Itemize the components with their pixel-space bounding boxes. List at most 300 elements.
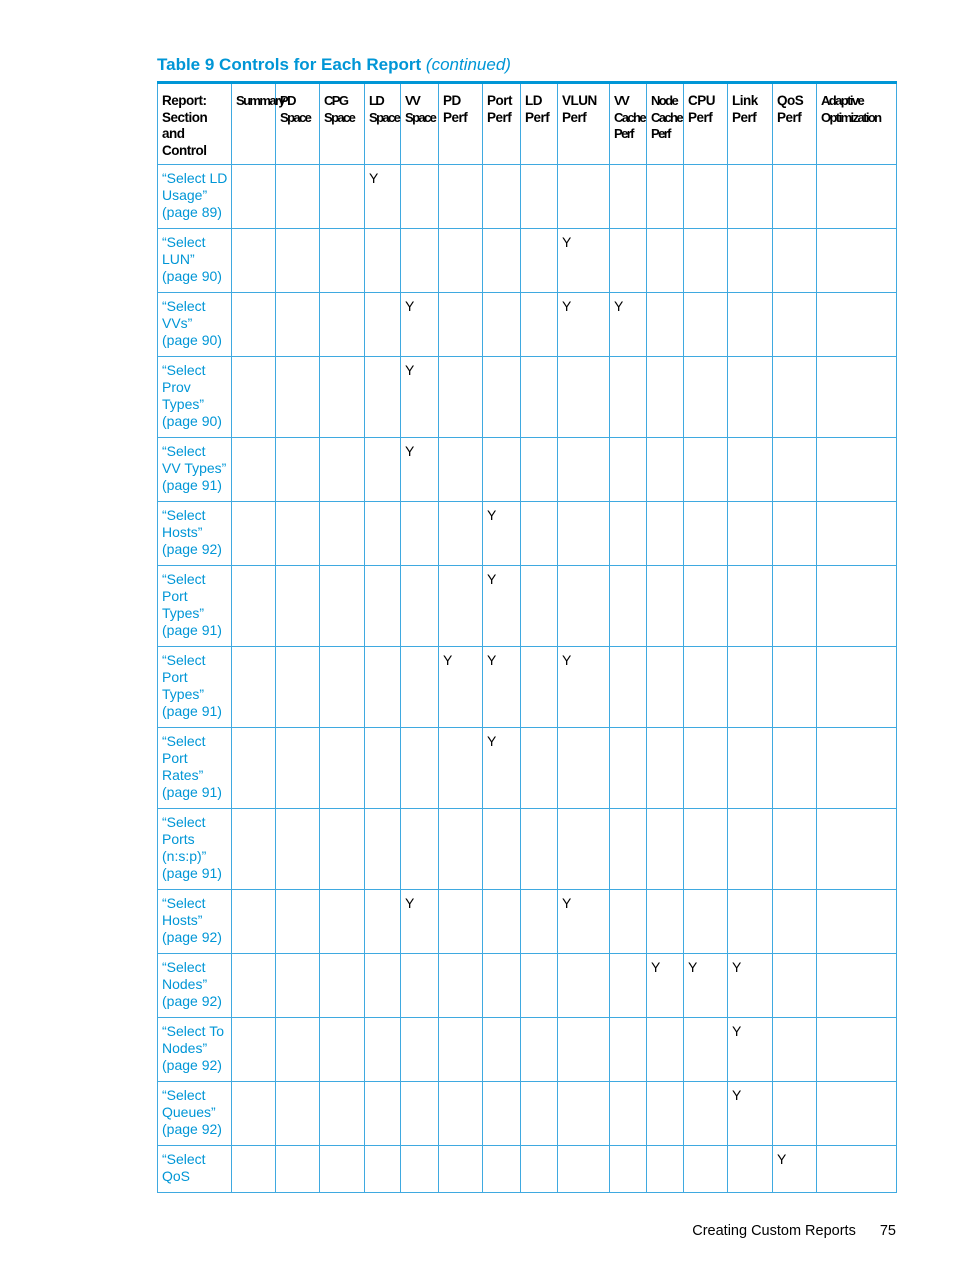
column-header [521,83,558,165]
table-cell: Y [684,954,728,1018]
table-cell [439,293,483,357]
table-body [158,165,897,1193]
table-row [158,647,897,728]
control-link-line[interactable]: “Select [162,443,206,459]
column-header-line: Optimization [821,109,881,125]
table-cell [276,165,320,229]
control-link-line[interactable]: “Select To [162,1023,224,1039]
table-cell [610,502,647,566]
table-cell [684,890,728,954]
table-cell [773,728,817,809]
column-header [684,83,728,165]
table-cell [320,1146,365,1193]
table-cell [610,357,647,438]
table-cell [558,954,610,1018]
table-cell [610,229,647,293]
column-header-line: VV [614,93,629,108]
table-cell: Y [728,1018,773,1082]
control-link-line[interactable]: “Select [162,1087,206,1103]
control-link-line[interactable]: “Select [162,234,206,250]
table-cell: Y [483,728,521,809]
table-cell [276,728,320,809]
table-cell [276,890,320,954]
control-link-line[interactable]: “Select [162,959,206,975]
table-cell [558,357,610,438]
control-link-line[interactable]: (page 91) [162,865,222,881]
column-header-line: PD [443,93,461,108]
table-cell [365,1018,401,1082]
table-cell: Y [483,647,521,728]
table-cell: Y [558,647,610,728]
table-cell [365,954,401,1018]
table-row [158,438,897,502]
control-link-line[interactable]: “Select LD [162,170,228,186]
control-link-cell[interactable] [158,165,232,229]
control-link-cell[interactable] [158,890,232,954]
table-cell [521,229,558,293]
table-cell [728,229,773,293]
control-link-line[interactable]: (page 91) [162,622,222,638]
table-cell [647,165,684,229]
table-cell [320,165,365,229]
table-cell [483,165,521,229]
table-cell [232,293,276,357]
control-link-cell[interactable] [158,502,232,566]
table-cell [401,165,439,229]
table-cell [521,1018,558,1082]
control-link-line[interactable]: (page 92) [162,929,222,945]
table-row [158,165,897,229]
table-cell [439,229,483,293]
control-link-line[interactable]: Prov [162,379,191,395]
table-cell: Y [558,890,610,954]
table-cell [610,647,647,728]
table-cell [817,1146,897,1193]
control-link-cell[interactable] [158,229,232,293]
table-cell [558,1018,610,1082]
table-cell [320,357,365,438]
column-header [773,83,817,165]
table-cell [232,954,276,1018]
table-cell [439,954,483,1018]
table-cell: Y [728,954,773,1018]
table-cell [365,357,401,438]
column-header [483,83,521,165]
table-cell [647,357,684,438]
table-caption [157,55,511,75]
table-cell [320,728,365,809]
column-header [232,83,285,165]
control-link-line[interactable]: (n:s:p)” [162,848,207,864]
table-cell: Y [483,502,521,566]
control-link-line[interactable]: (page 90) [162,268,222,284]
control-link-line[interactable]: Port [162,669,188,685]
table-cell [276,229,320,293]
column-header-line: QoS [777,93,804,108]
table-cell [365,438,401,502]
table-cell [276,438,320,502]
control-link-line[interactable]: “Select [162,571,206,587]
table-cell [610,1018,647,1082]
table-cell [276,954,320,1018]
table-cell [684,502,728,566]
table-cell [521,502,558,566]
table-cell [365,229,401,293]
table-cell [728,647,773,728]
column-header [158,83,232,165]
table-cell [647,293,684,357]
table-cell [521,438,558,502]
table-cell [439,728,483,809]
table-cell [647,438,684,502]
table-cell [320,229,365,293]
table-cell [521,357,558,438]
control-link-line[interactable]: Usage” [162,187,208,203]
table-cell [684,1082,728,1146]
column-header-line: Perf [525,109,550,125]
control-link-line[interactable]: VV Types” [162,460,227,476]
table-cell: Y [483,566,521,647]
table-cell [276,647,320,728]
control-link-line[interactable]: Ports [162,831,195,847]
column-header-line: Port [487,93,512,108]
control-link-line[interactable]: Types” [162,396,205,412]
table-row [158,502,897,566]
table-cell [401,954,439,1018]
table-cell [773,357,817,438]
table-cell [728,357,773,438]
control-link-line[interactable]: VVs” [162,315,193,331]
control-link-cell[interactable] [158,357,232,438]
control-link-line[interactable]: “Select [162,507,206,523]
column-header-line: Perf [562,109,587,125]
control-link-line[interactable]: LUN” [162,251,195,267]
table-cell [320,438,365,502]
table-cell [817,1018,897,1082]
table-cell [817,438,897,502]
table-cell [684,1146,728,1193]
table-cell [521,728,558,809]
table-cell [610,890,647,954]
table-header-row [158,83,897,165]
control-link-line[interactable]: “Select [162,652,206,668]
control-link-cell[interactable] [158,954,232,1018]
control-link-line[interactable]: “Select [162,1151,206,1167]
table-row [158,809,897,890]
table-cell [521,566,558,647]
control-link-line[interactable]: (page 91) [162,784,222,800]
table-cell [232,1146,276,1193]
table-cell [320,1082,365,1146]
table-cell [320,954,365,1018]
control-link-cell[interactable] [158,809,232,890]
footer-section-title: Creating Custom Reports [692,1223,856,1239]
table-row [158,566,897,647]
table-cell [728,728,773,809]
table-cell [773,438,817,502]
column-header-line: CPU [688,93,716,108]
column-header-line: Perf [614,126,633,141]
page-number: 75 [879,1223,896,1239]
table-cell [558,438,610,502]
table-cell [610,165,647,229]
column-header [401,83,439,165]
column-header-line: LD [525,93,542,108]
table-cell [439,566,483,647]
table-cell [365,647,401,728]
control-link-line[interactable]: QoS [162,1168,191,1184]
table-cell [483,438,521,502]
table-cell: Y [773,1146,817,1193]
table-cell [483,954,521,1018]
control-link-cell[interactable] [158,293,232,357]
table-cell [684,229,728,293]
controls-table-wrapper [157,81,897,1193]
column-header-line: Adaptive [821,93,864,108]
table-cell [647,229,684,293]
table-cell [684,728,728,809]
control-link-line[interactable]: (page 90) [162,332,222,348]
table-cell [558,165,610,229]
column-header-line: PD [280,93,295,108]
table-cell [276,357,320,438]
table-cell [773,165,817,229]
table-cell [773,566,817,647]
control-link-line[interactable]: Nodes” [162,1040,208,1056]
control-link-line[interactable]: “Select [162,298,206,314]
table-row [158,357,897,438]
table-cell [817,954,897,1018]
column-header-line: Link [732,93,758,108]
table-cell [647,1146,684,1193]
table-cell [320,502,365,566]
table-cell [483,1146,521,1193]
table-cell: Y [728,1082,773,1146]
table-cell [365,728,401,809]
control-link-line[interactable]: Port [162,588,188,604]
table-cell [521,293,558,357]
table-cell [365,890,401,954]
column-header-line: Cache [614,109,646,125]
table-cell: Y [401,293,439,357]
table-cell: Y [610,293,647,357]
table-cell [728,165,773,229]
table-cell [610,809,647,890]
control-link-line[interactable]: (page 91) [162,477,222,493]
table-cell [773,647,817,728]
column-header [817,83,897,165]
table-cell [773,809,817,890]
table-cell [521,890,558,954]
control-link-line[interactable]: Types” [162,686,205,702]
column-header [439,83,483,165]
table-cell [320,1018,365,1082]
table-cell [232,647,276,728]
table-cell [558,1146,610,1193]
control-link-line[interactable]: Hosts” [162,912,203,928]
table-cell [365,809,401,890]
table-cell [647,502,684,566]
table-cell [232,438,276,502]
control-link-line[interactable]: “Select [162,362,206,378]
column-header-line: Perf [487,109,512,125]
control-link-line[interactable]: Types” [162,605,205,621]
column-header-line: Node [651,93,678,108]
table-cell [817,1082,897,1146]
control-link-line[interactable]: (page 92) [162,1121,222,1137]
table-cell [365,1146,401,1193]
control-link-cell[interactable] [158,647,232,728]
control-link-cell[interactable] [158,566,232,647]
control-link-cell[interactable] [158,438,232,502]
control-link-line[interactable]: Rates” [162,767,204,783]
table-cell [483,357,521,438]
table-cell [439,165,483,229]
table-cell [276,293,320,357]
control-link-cell[interactable] [158,1146,232,1193]
column-header-line: Perf [443,109,468,125]
column-header-line: Perf [651,126,670,141]
table-cell [728,566,773,647]
table-cell [610,954,647,1018]
table-cell [320,647,365,728]
table-cell [232,165,276,229]
control-link-cell[interactable] [158,1018,232,1082]
column-header-line: VLUN [562,93,597,108]
table-cell [521,165,558,229]
table-cell [647,1082,684,1146]
table-cell [773,1018,817,1082]
column-header-line: Perf [688,109,713,125]
column-header-line: Space [280,109,311,125]
table-cell [439,1018,483,1082]
table-cell [728,502,773,566]
column-header-line: and [162,126,185,141]
table-cell [647,566,684,647]
column-header-line: Perf [777,109,802,125]
column-header [728,83,773,165]
table-row [158,1082,897,1146]
control-link-line[interactable]: (page 90) [162,413,222,429]
table-cell [684,647,728,728]
table-cell [276,809,320,890]
table-cell [276,1082,320,1146]
table-cell [773,890,817,954]
table-cell [817,502,897,566]
table-cell [558,728,610,809]
table-cell [728,1146,773,1193]
table-cell [401,1018,439,1082]
table-cell [232,566,276,647]
table-cell [610,1146,647,1193]
column-header-line: Cache [651,109,683,125]
table-cell [483,890,521,954]
control-link-line[interactable]: Nodes” [162,976,208,992]
table-cell [401,229,439,293]
table-cell: Y [401,438,439,502]
table-cell [773,1082,817,1146]
table-cell [521,1146,558,1193]
column-header-line: Report: [162,93,207,108]
control-link-line[interactable]: (page 92) [162,1057,222,1073]
table-cell [817,293,897,357]
table-cell [439,1082,483,1146]
table-row [158,728,897,809]
control-link-line[interactable]: “Select [162,814,206,830]
table-cell: Y [558,229,610,293]
control-link-line[interactable]: “Select [162,895,206,911]
table-row [158,1146,897,1193]
table-cell [276,1146,320,1193]
table-row [158,890,897,954]
control-link-line[interactable]: Port [162,750,188,766]
control-link-line[interactable]: (page 92) [162,541,222,557]
table-cell [483,1018,521,1082]
table-cell [276,502,320,566]
column-header [365,83,401,165]
table-cell [401,728,439,809]
control-link-line[interactable]: “Select [162,733,206,749]
column-header [647,83,684,165]
table-cell [320,890,365,954]
table-cell [610,728,647,809]
table-cell [558,809,610,890]
table-cell [483,809,521,890]
table-cell [276,1018,320,1082]
table-cell: Y [401,357,439,438]
control-link-line[interactable]: (page 91) [162,703,222,719]
control-link-line[interactable]: Queues” [162,1104,216,1120]
table-cell [610,438,647,502]
table-cell [684,357,728,438]
table-cell [401,647,439,728]
control-link-cell[interactable] [158,728,232,809]
table-cell [817,229,897,293]
table-cell [684,293,728,357]
table-cell [817,890,897,954]
table-cell [647,1018,684,1082]
table-cell [439,357,483,438]
table-cell [439,890,483,954]
column-header [558,83,610,165]
table-cell [817,647,897,728]
table-cell [817,566,897,647]
control-link-line[interactable]: Hosts” [162,524,203,540]
table-cell [728,293,773,357]
table-cell: Y [365,165,401,229]
control-link-line[interactable]: (page 89) [162,204,222,220]
table-cell [647,890,684,954]
column-header-line: Space [369,109,400,125]
column-header [610,83,647,165]
table-cell [521,1082,558,1146]
table-cell [483,293,521,357]
table-cell [817,728,897,809]
table-cell: Y [647,954,684,1018]
table-row [158,229,897,293]
table-cell [647,728,684,809]
control-link-cell[interactable] [158,1082,232,1146]
table-cell [401,809,439,890]
table-row [158,293,897,357]
column-header-line: Control [162,142,207,158]
table-cell [439,502,483,566]
table-cell [365,502,401,566]
column-header-line: Summary [236,93,285,108]
column-header-line: VV [405,93,420,108]
control-link-line[interactable]: (page 92) [162,993,222,1009]
controls-table [157,81,897,1193]
